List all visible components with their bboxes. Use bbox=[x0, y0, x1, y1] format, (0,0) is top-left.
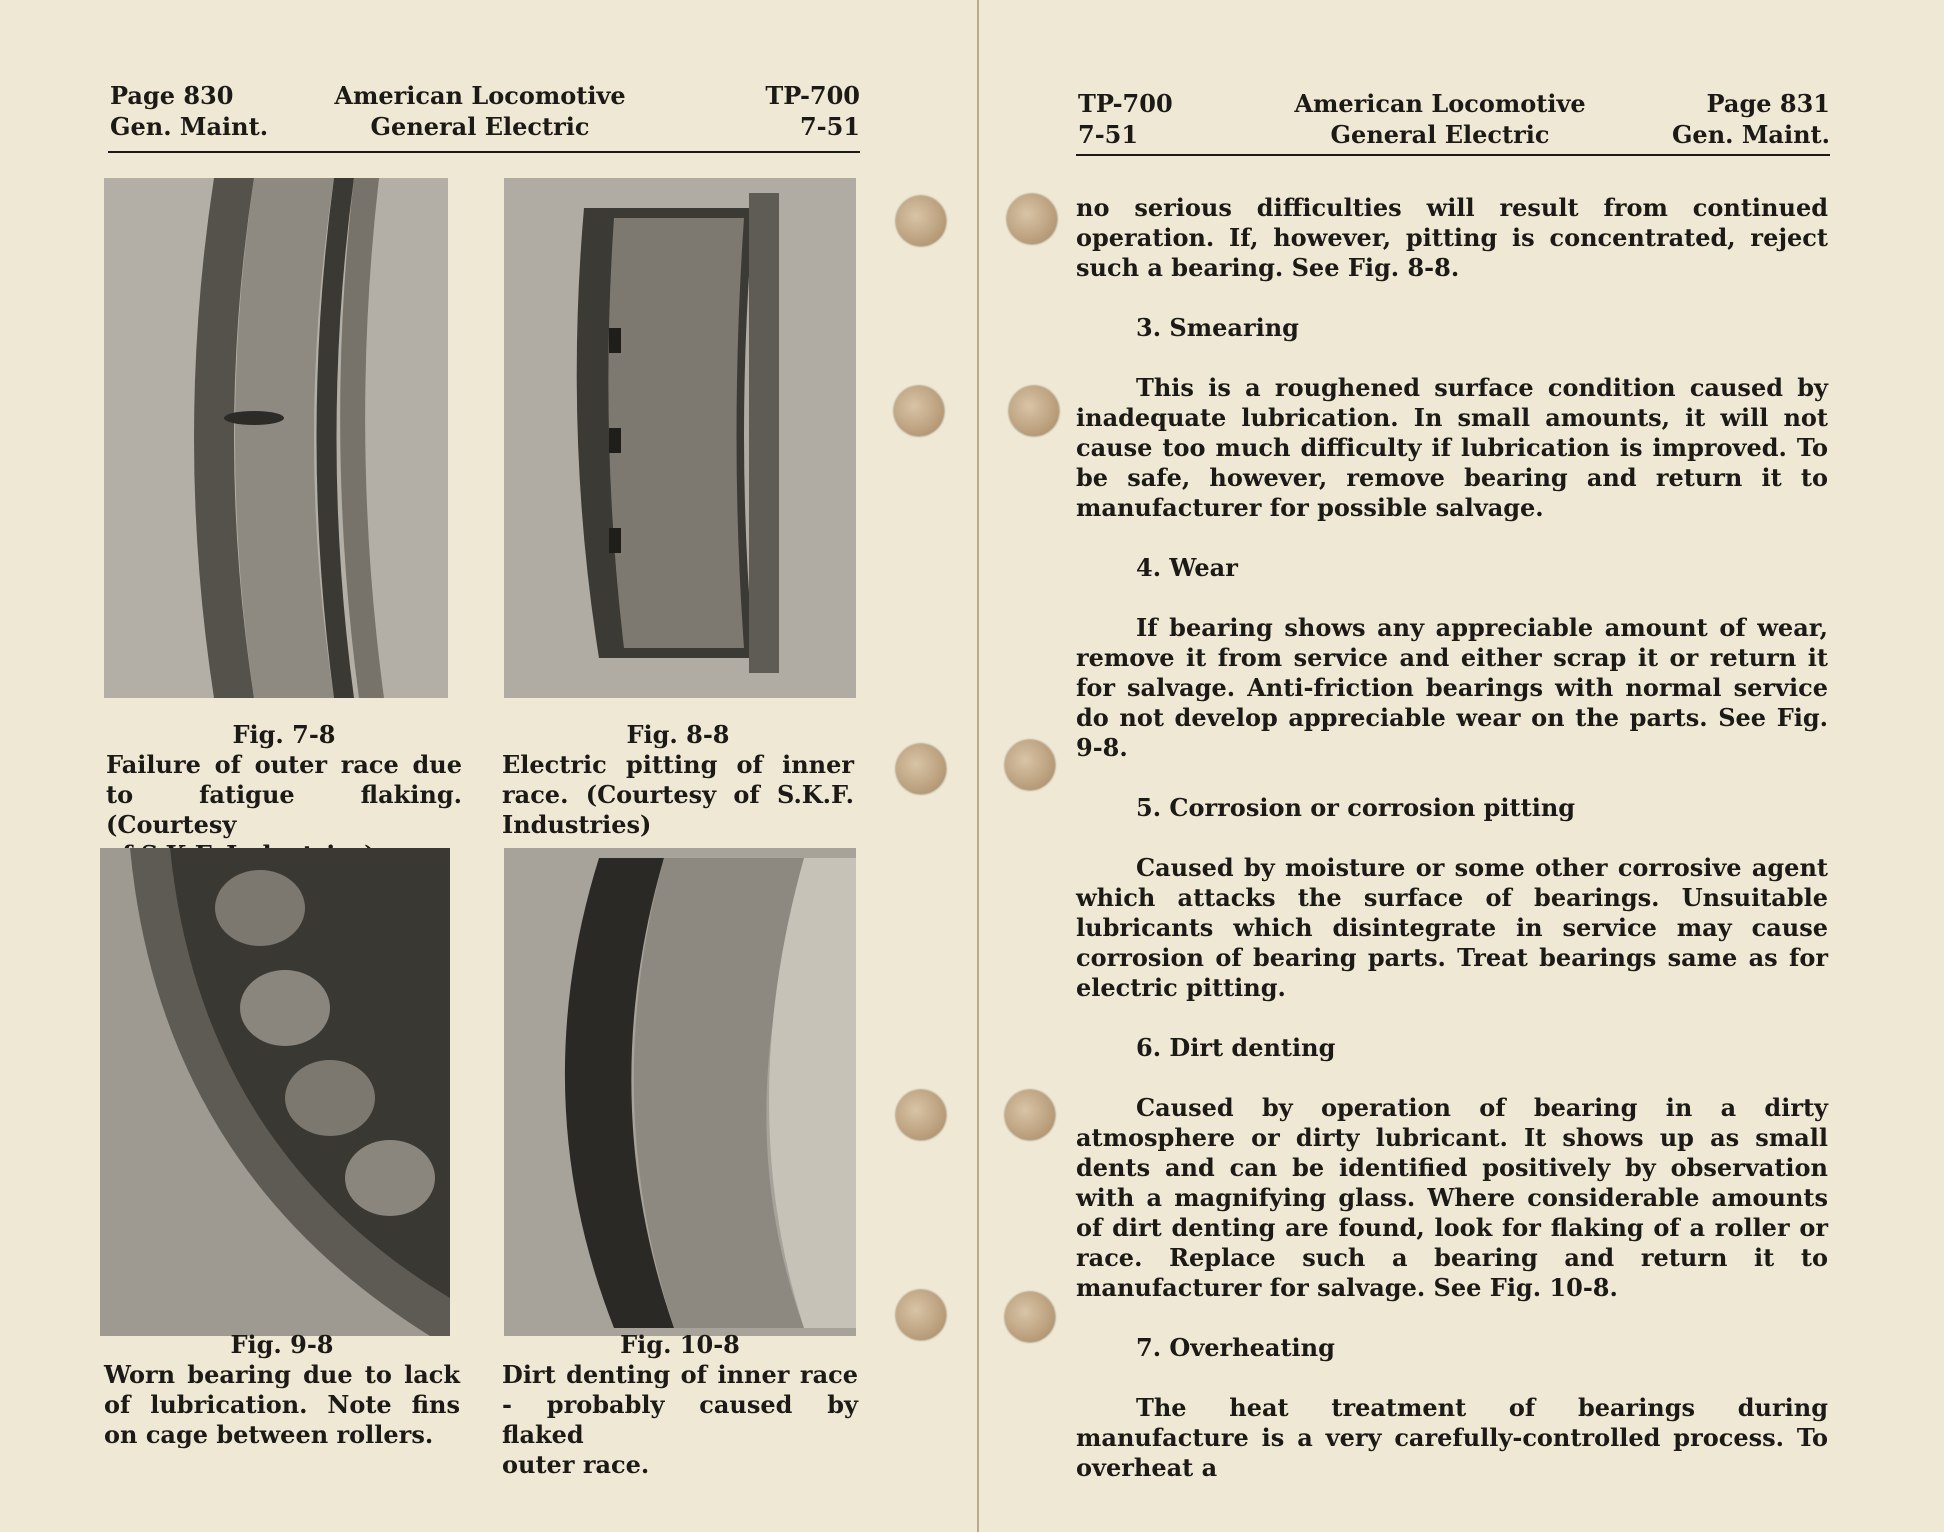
heading-wear: 4. Wear bbox=[1136, 553, 1238, 582]
caption-line: Failure of outer race due bbox=[106, 750, 462, 779]
left-header-doc bbox=[740, 80, 860, 142]
binder-hole bbox=[1007, 194, 1057, 244]
binder-hole bbox=[1005, 1090, 1055, 1140]
fig-number: Fig. 9-8 bbox=[230, 1330, 334, 1359]
paragraph-smearing: This is a roughened surface condition caused by inadequate lubrication. In small amounts, it will not cause too much difficulty if lubrication is improved. To be safe, however, remove bearing and return it to manufacturer for possible salvage. bbox=[1076, 373, 1828, 522]
binder-hole bbox=[896, 196, 946, 246]
left-doc-date: 7-51 bbox=[799, 112, 860, 141]
paragraph-dirt-denting: Caused by operation of bearing in a dirty atmosphere or dirty lubricant. It shows up as small dents and can be identified positively by observation with a magnifying glass. Where considerable amounts of dirt denting are found, look for flaking of a roller or race. Replace such a bearing and return it to manufacturer for salvage. See Fig. 10-8. bbox=[1076, 1093, 1828, 1302]
left-doc-number: TP-700 bbox=[765, 81, 860, 110]
right-header-doc bbox=[1078, 88, 1173, 150]
left-header-company bbox=[330, 80, 630, 142]
caption-line: to fatigue flaking. (Courtesy bbox=[106, 780, 462, 839]
caption-line: Dirt denting of inner race bbox=[502, 1360, 858, 1389]
caption-line: Industries) bbox=[502, 810, 652, 839]
binder-hole bbox=[896, 1290, 946, 1340]
left-section: Gen. Maint. bbox=[110, 112, 269, 141]
binder-hole bbox=[894, 386, 944, 436]
paragraph-wear: If bearing shows any appreciable amount of wear, remove it from service and either scrap it or return it for salvage. Anti-friction bearings with normal service do not develop appreciable wear on the parts. See Fig. 9-8. bbox=[1076, 613, 1828, 762]
heading-smearing: 3. Smearing bbox=[1136, 313, 1299, 342]
caption-line: of lubrication. Note fins bbox=[104, 1390, 460, 1419]
paragraph-intro: no serious difficulties will result from continued operation. If, however, pitting is concentrated, reject such a bearing. See Fig. 8-8. bbox=[1076, 193, 1828, 282]
photo-fig-9-8 bbox=[100, 848, 450, 1336]
left-page-number: Page 830 bbox=[110, 81, 234, 110]
left-company-1: American Locomotive bbox=[334, 81, 626, 110]
heading-dirt-denting: 6. Dirt denting bbox=[1136, 1033, 1336, 1062]
caption-line: on cage between rollers. bbox=[104, 1420, 434, 1449]
left-company-2: General Electric bbox=[370, 112, 590, 141]
paragraph-corrosion: Caused by moisture or some other corrosive agent which attacks the surface of bearings. Unsuitable lubricants which disintegrate in service may cause corrosion of bearing parts. Treat bearings same as for electric pitting. bbox=[1076, 853, 1828, 1002]
left-header-rule bbox=[108, 151, 860, 153]
right-header-company bbox=[1290, 88, 1590, 150]
right-company-2: General Electric bbox=[1330, 120, 1550, 149]
caption-fig-10-8 bbox=[502, 1330, 858, 1480]
right-page-number: Page 831 bbox=[1706, 89, 1830, 118]
right-company-1: American Locomotive bbox=[1294, 89, 1586, 118]
caption-line: Electric pitting of inner bbox=[502, 750, 854, 779]
caption-line: outer race. bbox=[502, 1450, 650, 1479]
right-header-rule bbox=[1076, 154, 1830, 156]
right-doc-number: TP-700 bbox=[1078, 89, 1173, 118]
binder-hole bbox=[896, 1090, 946, 1140]
photo-fig-10-8 bbox=[504, 848, 856, 1336]
right-header-page-info bbox=[1630, 88, 1830, 150]
photo-fig-7-8 bbox=[104, 178, 448, 698]
right-body-text bbox=[1076, 193, 1828, 1483]
caption-line: race. (Courtesy of S.K.F. bbox=[502, 780, 854, 809]
binder-hole bbox=[1009, 386, 1059, 436]
photo-fig-8-8 bbox=[504, 178, 856, 698]
binder-hole bbox=[1005, 740, 1055, 790]
heading-overheating: 7. Overheating bbox=[1136, 1333, 1335, 1362]
caption-line: Worn bearing due to lack bbox=[104, 1360, 460, 1389]
heading-corrosion: 5. Corrosion or corrosion pitting bbox=[1136, 793, 1576, 822]
left-header-page-info bbox=[110, 80, 268, 142]
right-doc-date: 7-51 bbox=[1078, 120, 1139, 149]
binder-hole bbox=[896, 744, 946, 794]
caption-fig-8-8 bbox=[502, 720, 854, 840]
right-section: Gen. Maint. bbox=[1671, 120, 1830, 149]
paragraph-overheating: The heat treatment of bearings during manufacture is a very carefully-controlled process. To overheat a bbox=[1076, 1393, 1828, 1482]
binder-hole bbox=[1005, 1292, 1055, 1342]
caption-line: - probably caused by flaked bbox=[502, 1390, 858, 1449]
fig-number: Fig. 8-8 bbox=[626, 720, 730, 749]
fig-number: Fig. 10-8 bbox=[620, 1330, 740, 1359]
fig-number: Fig. 7-8 bbox=[232, 720, 336, 749]
caption-fig-9-8 bbox=[104, 1330, 460, 1450]
